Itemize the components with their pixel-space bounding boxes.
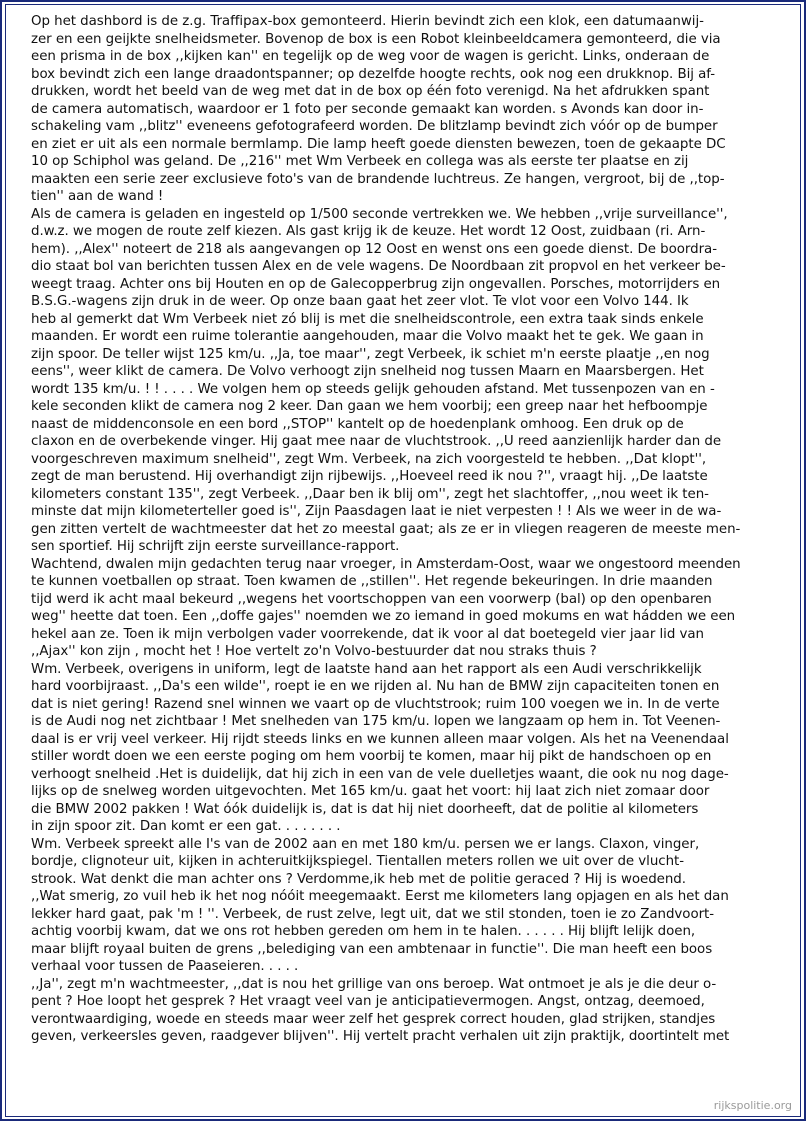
text-line: bordje, clignoteur uit, kijken in achteruitkijkspiegel. Tientallen meters rollen we uit over de vlucht- [31,854,685,869]
text-line: hekel aan ze. Toen ik mijn verbolgen vader voorrekende, dat ik voor al dat boetegeld vier jaar lid van [31,626,704,642]
text-line: verhaal voor tussen de Paaseieren. . . . . [31,959,299,974]
text-line: naast de middenconsole en een bord ,,STOP'' kantelt op de hoedenplank omhoog. Een druk op de [31,416,684,432]
text-line: B.S.G.-wagens zijn druk in de weer. Op onze baan gaat het zeer vlot. Te vlot voor een Volvo 144. Ik [31,294,689,309]
text-line: achtig voorbij kwam, dat we ons rot hebben gereden om hem in te halen. . . . . . Hij blijft lelijk doen, [31,924,696,939]
text-line: zegt de man berustend. Hij overhandigt zijn rijbewijs. ,,Hoeveel reed ik nou ?'', vraagt hij. ,,De laatste [31,469,708,484]
text-line: kilometers constant 135'', zegt Verbeek. ,,Daar ben ik blij om'', zegt het slachtoffer, ,,nou weet ik ten- [31,486,709,502]
text-line: dat is niet gering! Razend snel winnen we vaart op de vluchtstrook; ruim 100 voegen we in. In de verte [31,696,720,712]
text-line: stiller wordt doen we een eerste poging om hem voorbij te komen, maar hij pikt de handschoen op en [31,749,712,764]
text-line: schakeling vam ,,blitz'' eveneens gefotografeerd worden. De blitzlamp bevindt zich vóór op de bumper [31,119,718,134]
text-line: ,,Wat smerig, zo vuil heb ik het nog nóóit meegemaakt. Eerst me kilometers lang opjagen en als het dan [31,889,729,904]
text-line: die BMW 2002 pakken ! Wat óók duidelijk is, dat is dat hij niet doorheeft, dat de politie al kilometers [31,801,699,817]
text-line: tijd werd ik acht maal bekeurd ,,wegens het voortschoppen van een voorwerp (bal) op den openbaren [31,591,712,607]
text-line: minste dat mijn kilometerteller goed is'', Zijn Paasdagen laat ie niet verpesten ! ! Als we weer in de wa- [31,504,722,519]
text-line: hard voorbijraast. ,,Da's een wilde'', roept ie en we rijden al. Nu han de BMW zijn capaciteiten tonen en [31,679,720,694]
text-line: ,,Ja'', zegt m'n wachtmeester, ,,dat is nou het grillige van ons beroep. Wat ontmoet je als je die deur o- [31,976,717,992]
text-line: strook. Wat denkt die man achter ons ? Verdomme,ik heb met de politie geraced ? Hij is woedend. [31,871,686,887]
article-text [31,13,783,1046]
text-line: eens'', weer klikt de camera. De Volvo verhoogt zijn snelheid nog tussen Maarn en Maarsbergen. Het [31,364,704,379]
text-line: heb al gemerkt dat Wm Verbeek niet zó blij is met die snelheidscontrole, een extra taak sinds enkele [31,311,704,327]
text-line: wordt 135 km/u. ! ! . . . . We volgen hem op steeds gelijk gehouden afstand. Met tussenpozen van en - [31,381,715,397]
text-line: daal is er vrij veel verkeer. Hij rijdt steeds links en we kunnen alleen maar volgen. Als het na Veenendaal [31,731,729,747]
text-line: een prisma in de box ,,kijken kan'' en tegelijk op de weg voor de wagen is gericht. Links, onderaan de [31,49,710,64]
text-line: dio staat bol van berichten tussen Alex en de vele wagens. De Noordbaan zit propvol en het verkeer be- [31,259,726,274]
text-line: hem). ,,Alex'' noteert de 218 als aangevangen op 12 Oost en wenst ons een goede dienst. De boordra- [31,241,717,257]
text-line: Wm. Verbeek spreekt alle I's van de 2002 aan en met 180 km/u. persen we er langs. Claxon, vinger, [31,836,700,852]
text-line: sen sportief. Hij schrijft zijn eerste surveillance-rapport. [31,539,400,554]
text-line: maakten een serie zeer exclusieve foto's van de brandende luchtreus. Ze hangen, vergroot, bij de ,,top- [31,171,725,187]
text-line: verhoogt snelheid .Het is duidelijk, dat hij zich in een van de vele duelletjes waant, die ook nu nog dage- [31,766,729,782]
text-line: geven, verkeersles geven, raadgever blijven''. Hij vertelt pracht verhalen uit zijn praktijk, doortintelt met [31,1029,730,1044]
text-line: box bevindt zich een lange draadontspanner; op dezelfde hoogte rechts, ook nog een drukknop. Bij af- [31,66,716,82]
text-line: weg'' heette dat toen. Een ,,doffe gajes'' noemden we zo iemand in goed mokums en wat hádden we een [31,609,736,624]
text-line: te kunnen voetballen op straat. Toen kwamen de ,,stillen''. Het regende bekeuringen. In drie maanden [31,574,713,589]
text-line: lijks op de snelweg worden uitgevochten. Met 165 km/u. gaat het voort: hij laat zich niet zomaar door [31,784,710,799]
text-line: Wachtend, dwalen mijn gedachten terug naar vroeger, in Amsterdam-Oost, waar we ongestoord meenden [31,556,741,572]
text-line: in zijn spoor zit. Dan komt er een gat. . . . . . . . [31,819,341,834]
text-line: voorgeschreven maximum snelheid'', zegt Wm. Verbeek, na zich voorgesteld te hebben. ,,Dat klopt'', [31,451,707,467]
text-line: tien'' aan de wand ! [31,189,164,204]
text-line: Als de camera is geladen en ingesteld op 1/500 seconde vertrekken we. We hebben ,,vrije surveillance'', [31,206,728,222]
text-line: verontwaardiging, woede en steeds maar weer zelf het gesprek correct houden, glad strijken, standjes [31,1011,716,1027]
text-line: maar blijft royaal buiten de grens ,,belediging van een ambtenaar in functie''. Die man heeft een boos [31,941,713,957]
watermark: rijkspolitie.org [713,1099,792,1112]
text-line: lekker hard gaat, pak 'm ! ''. Verbeek, de rust zelve, legt uit, dat we stil stonden, toen ie zo Zandvoort- [31,906,715,922]
text-line: zer en een geijkte snelheidsmeter. Bovenop de box is een Robot kleinbeeldcamera gemonteerd, die via [31,31,721,47]
text-line: ,,Ajax'' kon zijn , mocht het ! Hoe vertelt zo'n Volvo-bestuurder dat nou straks thuis ? [31,644,597,659]
text-line: en ziet er uit als een normale bermlamp. Die lamp heeft goede diensten bewezen, toen de gekaapte DC [31,136,726,152]
text-line: is de Audi nog net zichtbaar ! Met snelheden van 175 km/u. lopen we langzaam op hem in. Tot Veenen- [31,714,721,729]
text-line: pent ? Hoe loopt het gesprek ? Het vraagt veel van je anticipatievermogen. Angst, ontzag, deemoed, [31,994,705,1009]
text-line: Wm. Verbeek, overigens in uniform, legt de laatste hand aan het rapport als een Audi verschrikkelijk [31,661,702,677]
text-line: de camera automatisch, waardoor er 1 foto per seconde gemaakt kan worden. s Avonds kan door in- [31,101,704,117]
text-line: gen zitten vertelt de wachtmeester dat het zo meestal gaat; als ze er in vliegen reageren de meeste men- [31,521,741,537]
text-line: d.w.z. we mogen de route zelf kiezen. Als gast krijg ik de keuze. Het wordt 12 Oost, zuidbaan (ri. Arn- [31,224,706,239]
text-line: zijn spoor. De teller wijst 125 km/u. ,,Ja, toe maar'', zegt Verbeek, ik schiet m'n eerste plaatje ,,en nog [31,346,710,362]
text-line: maanden. Er wordt een ruime tolerantie aangehouden, maar die Volvo maakt het te gek. We gaan in [31,329,704,344]
text-line: Op het dashbord is de z.g. Traffipax-box gemonteerd. Hierin bevindt zich een klok, een datumaanwij- [31,14,704,29]
text-line: 10 op Schiphol was geland. De ,,216'' met Wm Verbeek en collega was als eerste ter plaatse en zij [31,154,689,169]
text-line: drukken, wordt het beeld van de weg met dat in de box op één foto verenigd. Na het afdrukken spant [31,84,710,99]
text-line: kele seconden klikt de camera nog 2 keer. Dan gaan we hem voorbij; een greep naar het hefboompje [31,399,708,414]
text-line: claxon en de overbekende vinger. Hij gaat mee naar de vluchtstrook. ,,U reed aanzienlijk harder dan de [31,434,722,449]
text-line: weegt traag. Achter ons bij Houten en op de Galecopperbrug zijn ongevallen. Porsches, motorrijders en [31,276,721,292]
